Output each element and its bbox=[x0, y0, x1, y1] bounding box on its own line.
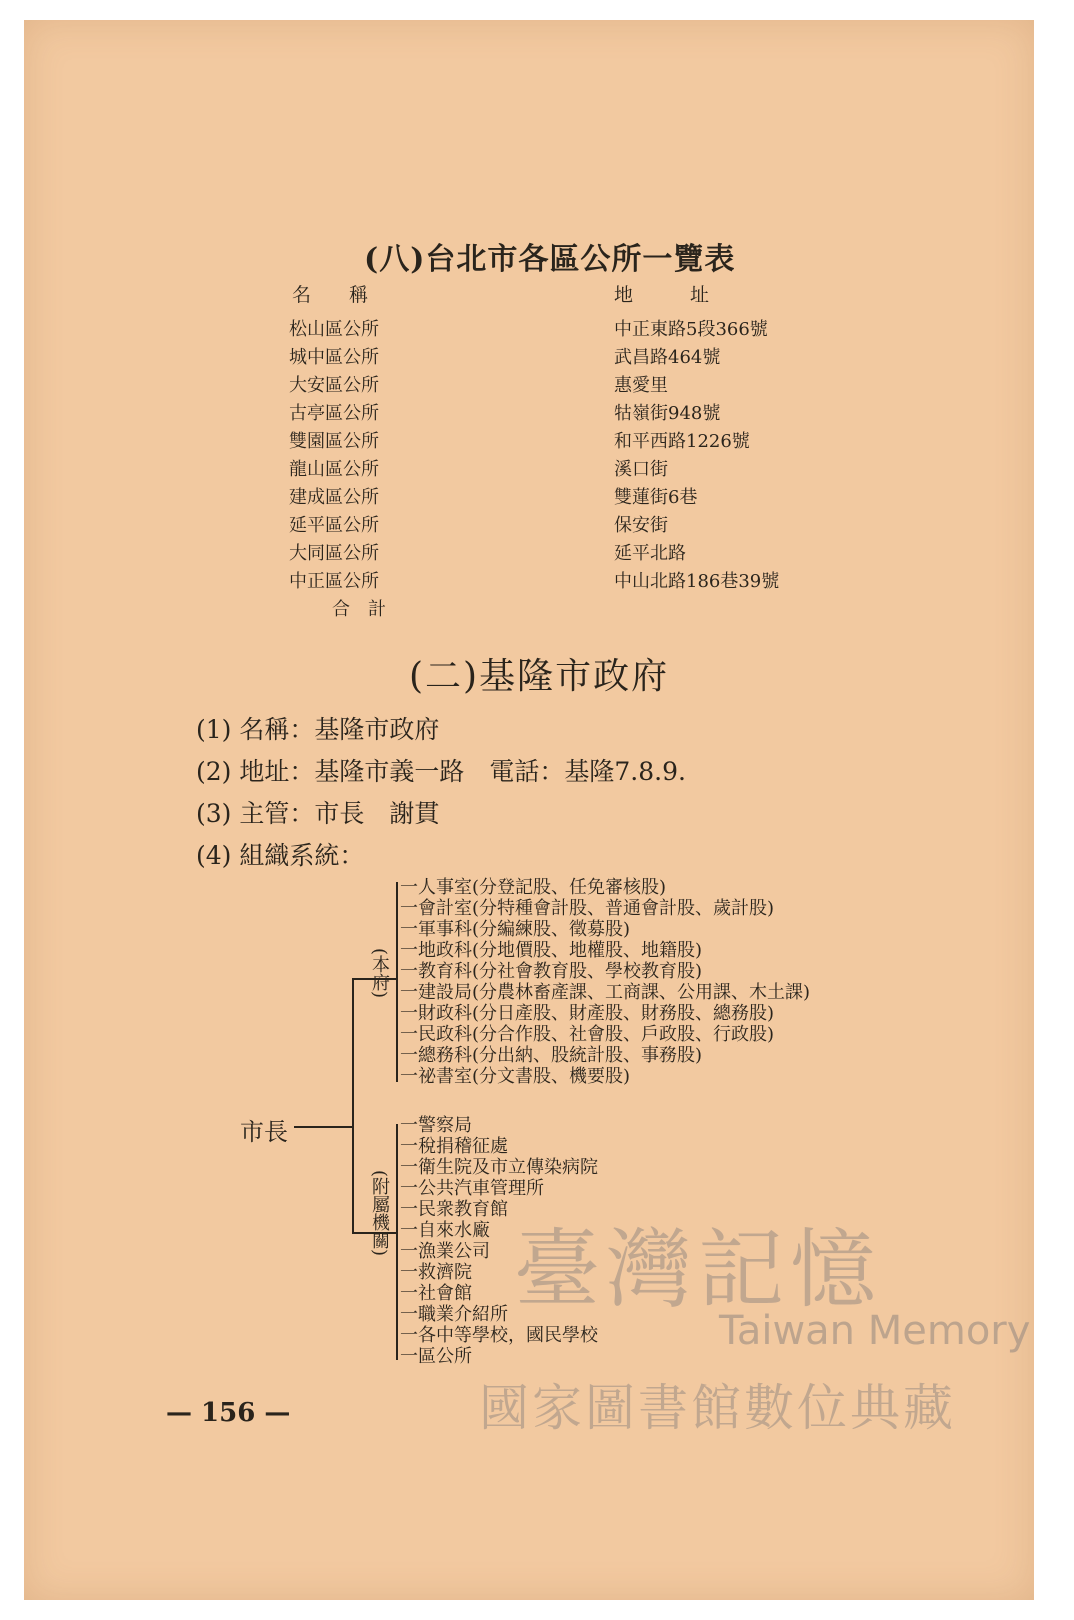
table-row-name: 建成區公所 bbox=[289, 487, 379, 508]
watermark-english: Taiwan Memory bbox=[719, 1308, 1031, 1354]
org-agency: 一社會館 bbox=[400, 1283, 472, 1304]
section2-title: (二)基隆市政府 bbox=[409, 656, 670, 697]
table-row-name: 古亭區公所 bbox=[289, 403, 379, 424]
watermark-library: 國家圖書館數位典藏 bbox=[479, 1379, 956, 1437]
table-row-address: 溪口街 bbox=[614, 459, 668, 480]
list-item: (4) 組織系統： bbox=[196, 841, 365, 870]
column-header-name: 名 稱 bbox=[292, 284, 369, 306]
table-total-label: 合 計 bbox=[332, 599, 386, 620]
group1-bracket-line bbox=[396, 882, 398, 1082]
table-row-address: 武昌路464號 bbox=[614, 347, 721, 368]
table-row-address: 牯嶺街948號 bbox=[614, 403, 721, 424]
org-root-connector bbox=[294, 1126, 352, 1128]
table-row-address: 和平西路1226號 bbox=[614, 431, 750, 452]
column-header-address: 地 址 bbox=[614, 284, 710, 306]
table-row-name: 龍山區公所 bbox=[289, 459, 379, 480]
org-agency: 一漁業公司 bbox=[400, 1241, 490, 1262]
org-agency: 一救濟院 bbox=[400, 1262, 472, 1283]
org-unit: 一人事室(分登記股、任免審核股) bbox=[400, 877, 667, 898]
group2-label: (附屬機關) bbox=[369, 1170, 390, 1257]
table-row-name: 松山區公所 bbox=[289, 319, 379, 340]
group2-bracket-line bbox=[396, 1124, 398, 1360]
table-row-name: 大同區公所 bbox=[289, 543, 379, 564]
table-row-name: 雙園區公所 bbox=[289, 431, 379, 452]
table-row-address: 延平北路 bbox=[614, 543, 686, 564]
list-item: (1) 名稱：基隆市政府 bbox=[196, 715, 440, 744]
org-root: 市長 bbox=[240, 1118, 288, 1146]
table-row-address: 保安街 bbox=[614, 515, 668, 536]
table-row-name: 延平區公所 bbox=[289, 515, 379, 536]
org-unit: 一建設局(分農林畜產課、工商課、公用課、木土課) bbox=[400, 982, 811, 1003]
org-agency: 一職業介紹所 bbox=[400, 1304, 508, 1325]
org-unit: 一教育科(分社會教育股、學校教育股) bbox=[400, 961, 703, 982]
group1-label: (本府) bbox=[369, 948, 390, 999]
list-item: (3) 主管：市長 謝貫 bbox=[196, 799, 440, 828]
org-agency: 一各中等學校，國民學校 bbox=[400, 1325, 598, 1346]
org-unit: 一財政科(分日產股、財產股、財務股、總務股) bbox=[400, 1003, 775, 1024]
org-trunk-line bbox=[352, 978, 354, 1234]
org-unit: 一民政科(分合作股、社會股、戶政股、行政股) bbox=[400, 1024, 775, 1045]
table-row-name: 中正區公所 bbox=[289, 571, 379, 592]
org-unit: 一軍事科(分編練股、徵募股) bbox=[400, 919, 631, 940]
table-row-name: 城中區公所 bbox=[289, 347, 379, 368]
org-agency: 一自來水廠 bbox=[400, 1220, 490, 1241]
table-row-address: 雙蓮街6巷 bbox=[614, 487, 698, 508]
section8-title: (八)台北市各區公所一覽表 bbox=[364, 242, 736, 277]
org-unit: 一祕書室(分文書股、機要股) bbox=[400, 1066, 631, 1087]
document-page bbox=[24, 20, 1034, 1600]
org-unit: 一會計室(分特種會計股、普通會計股、歲計股) bbox=[400, 898, 775, 919]
table-row-address: 惠愛里 bbox=[614, 375, 668, 396]
org-agency: 一民衆教育館 bbox=[400, 1199, 508, 1220]
table-row-address: 中山北路186巷39號 bbox=[614, 571, 780, 592]
org-unit: 一總務科(分出納、股統計股、事務股) bbox=[400, 1045, 703, 1066]
org-agency: 一區公所 bbox=[400, 1346, 472, 1367]
watermark-logo: 臺灣記憶 bbox=[514, 1220, 882, 1320]
org-agency: 一公共汽車管理所 bbox=[400, 1178, 544, 1199]
org-agency: 一警察局 bbox=[400, 1115, 472, 1136]
org-agency: 一衛生院及市立傳染病院 bbox=[400, 1157, 598, 1178]
table-row-address: 中正東路5段366號 bbox=[614, 319, 768, 340]
table-row-name: 大安區公所 bbox=[289, 375, 379, 396]
page-number: — 156 — bbox=[166, 1398, 291, 1428]
org-agency: 一稅捐稽征處 bbox=[400, 1136, 508, 1157]
list-item: (2) 地址：基隆市義一路 電話：基隆7.8.9. bbox=[196, 757, 686, 786]
org-unit: 一地政科(分地價股、地權股、地籍股) bbox=[400, 940, 703, 961]
